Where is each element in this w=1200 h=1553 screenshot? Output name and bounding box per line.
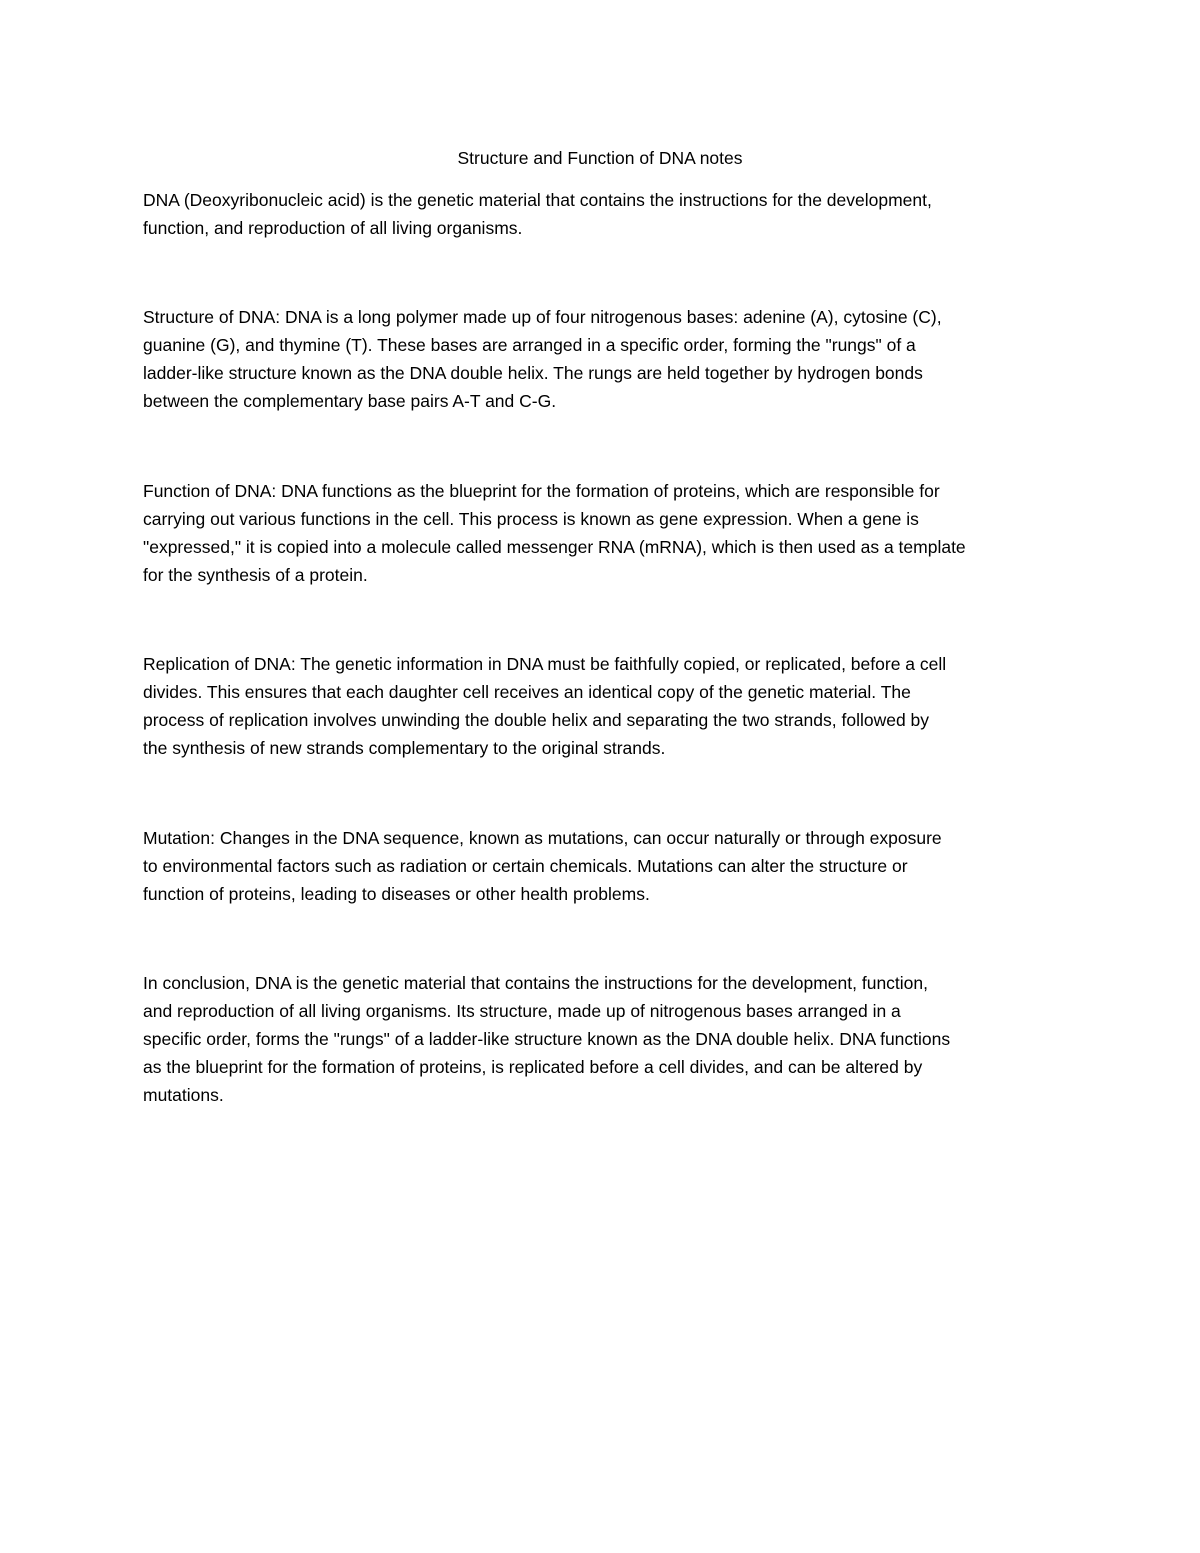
paragraph-line: specific order, forms the "rungs" of a ladder-like structure known as the DNA double helix. DNA functions [143,1029,951,1049]
intro-paragraph [143,186,1073,242]
paragraph-line: for the synthesis of a protein. [143,565,368,585]
replication-paragraph [143,650,1073,762]
document-title: Structure and Function of DNA notes [457,148,743,168]
paragraph-line: mutations. [143,1085,224,1105]
structure-paragraph [143,303,1073,415]
paragraph-line: and reproduction of all living organisms. Its structure, made up of nitrogenous bases arranged in a [143,1001,901,1021]
mutation-paragraph [143,824,1073,908]
paragraph-line: to environmental factors such as radiation or certain chemicals. Mutations can alter the structure or [143,856,908,876]
paragraph-line: process of replication involves unwinding the double helix and separating the two strands, followed by [143,710,930,730]
function-paragraph [143,477,1073,589]
paragraph-line: as the blueprint for the formation of proteins, is replicated before a cell divides, and can be altered by [143,1057,923,1077]
paragraph-line: Function of DNA: DNA functions as the blueprint for the formation of proteins, which are responsible for [143,481,940,501]
paragraph-line: Mutation: Changes in the DNA sequence, known as mutations, can occur naturally or through exposure [143,828,942,848]
conclusion-paragraph [143,969,1073,1109]
paragraph-line: Replication of DNA: The genetic information in DNA must be faithfully copied, or replicated, before a cell [143,654,947,674]
paragraph-line: the synthesis of new strands complementary to the original strands. [143,738,666,758]
paragraph-line: Structure of DNA: DNA is a long polymer made up of four nitrogenous bases: adenine (A), cytosine (C), [143,307,942,327]
paragraph-line: guanine (G), and thymine (T). These bases are arranged in a specific order, forming the "rungs" of a [143,335,916,355]
paragraph-line: function of proteins, leading to diseases or other health problems. [143,884,650,904]
paragraph-line: "expressed," it is copied into a molecule called messenger RNA (mRNA), which is then used as a template [143,537,966,557]
paragraph-line: ladder-like structure known as the DNA double helix. The rungs are held together by hydrogen bonds [143,363,923,383]
paragraph-line: function, and reproduction of all living organisms. [143,218,523,238]
paragraph-line: divides. This ensures that each daughter cell receives an identical copy of the genetic material. The [143,682,911,702]
paragraph-line: DNA (Deoxyribonucleic acid) is the genetic material that contains the instructions for the development, [143,190,932,210]
paragraph-line: carrying out various functions in the cell. This process is known as gene expression. When a gene is [143,509,919,529]
paragraph-line: In conclusion, DNA is the genetic material that contains the instructions for the development, function, [143,973,929,993]
paragraph-line: between the complementary base pairs A-T and C-G. [143,391,557,411]
